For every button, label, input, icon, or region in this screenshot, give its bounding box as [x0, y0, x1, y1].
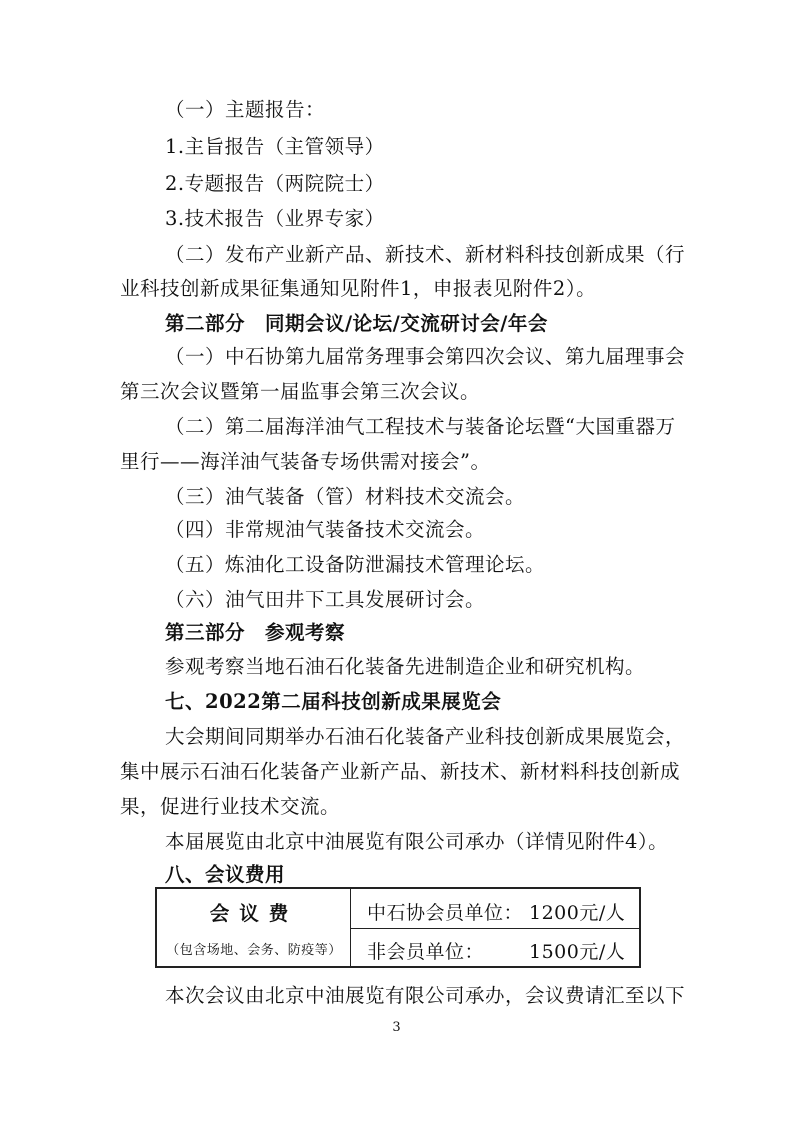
exhibition-para-line3: 果，促进行业技术交流。: [120, 795, 341, 818]
release-achievements-line2: 业科技创新成果征集通知见附件1，申报表见附件2）。: [120, 277, 597, 300]
exhibition-para-line1: 大会期间同期举办石油石化装备产业科技创新成果展览会，: [165, 725, 686, 748]
payment-intro: 本次会议由北京中油展览有限公司承办，会议费请汇至以下: [165, 984, 686, 1007]
section-eight-heading: 八、会议费用: [165, 863, 286, 886]
part-two-heading: 第二部分 同期会议/论坛/交流研讨会/年会: [165, 312, 548, 335]
exhibition-organizer: 本届展览由北京中油展览有限公司承办（详情见附件4）。: [165, 830, 669, 853]
meeting-item-4: （四）非常规油气装备技术交流会。: [165, 518, 486, 541]
page-number: 3: [392, 1020, 401, 1035]
meeting-item-2-line2: 里行——海洋油气装备专场供需对接会”。: [120, 450, 491, 473]
keynote-report: 1.主旨报告（主管领导）: [165, 135, 385, 158]
section-theme-reports: （一）主题报告：: [165, 98, 326, 121]
meeting-item-6: （六）油气田井下工具发展研讨会。: [165, 588, 486, 611]
technical-report: 3.技术报告（业界专家）: [165, 207, 385, 230]
release-achievements-line1: （二）发布产业新产品、新技术、新材料科技创新成果（行: [165, 243, 686, 266]
exhibition-para-line2: 集中展示石油石化装备产业新产品、新技术、新材料科技创新成: [120, 760, 681, 783]
member-fee-label: 中石协会员单位：: [367, 902, 524, 924]
meeting-item-1-line1: （一）中石协第九届常务理事会第四次会议、第九届理事会: [165, 345, 686, 368]
fee-title: 会议费: [209, 902, 299, 925]
nonmember-fee-label: 非会员单位：: [367, 941, 485, 963]
fee-row-divider: [351, 928, 639, 929]
fee-note: （包含场地、会务、防疫等）: [166, 943, 342, 958]
meeting-item-5: （五）炼油化工设备防泄漏技术管理论坛。: [165, 553, 546, 576]
meeting-item-2-line1: （二）第二届海洋油气工程技术与装备论坛暨“大国重器万: [165, 415, 676, 438]
section-seven-heading: 七、2022第二届科技创新成果展览会: [165, 690, 502, 713]
fee-label-cell: [157, 889, 351, 966]
special-report: 2.专题报告（两院院士）: [165, 172, 385, 195]
meeting-item-3: （三）油气装备（管）材料技术交流会。: [165, 485, 526, 508]
fee-table: [155, 887, 641, 968]
nonmember-fee-value: 1500元/人: [529, 941, 626, 963]
meeting-item-1-line2: 第三次会议暨第一届监事会第三次会议。: [120, 380, 481, 403]
visit-description: 参观考察当地石油石化装备先进制造企业和研究机构。: [165, 655, 646, 678]
nonmember-fee-row: [367, 937, 637, 964]
member-fee-row: [367, 898, 637, 925]
member-fee-value: 1200元/人: [529, 902, 626, 924]
part-three-heading: 第三部分 参观考察: [165, 621, 346, 644]
